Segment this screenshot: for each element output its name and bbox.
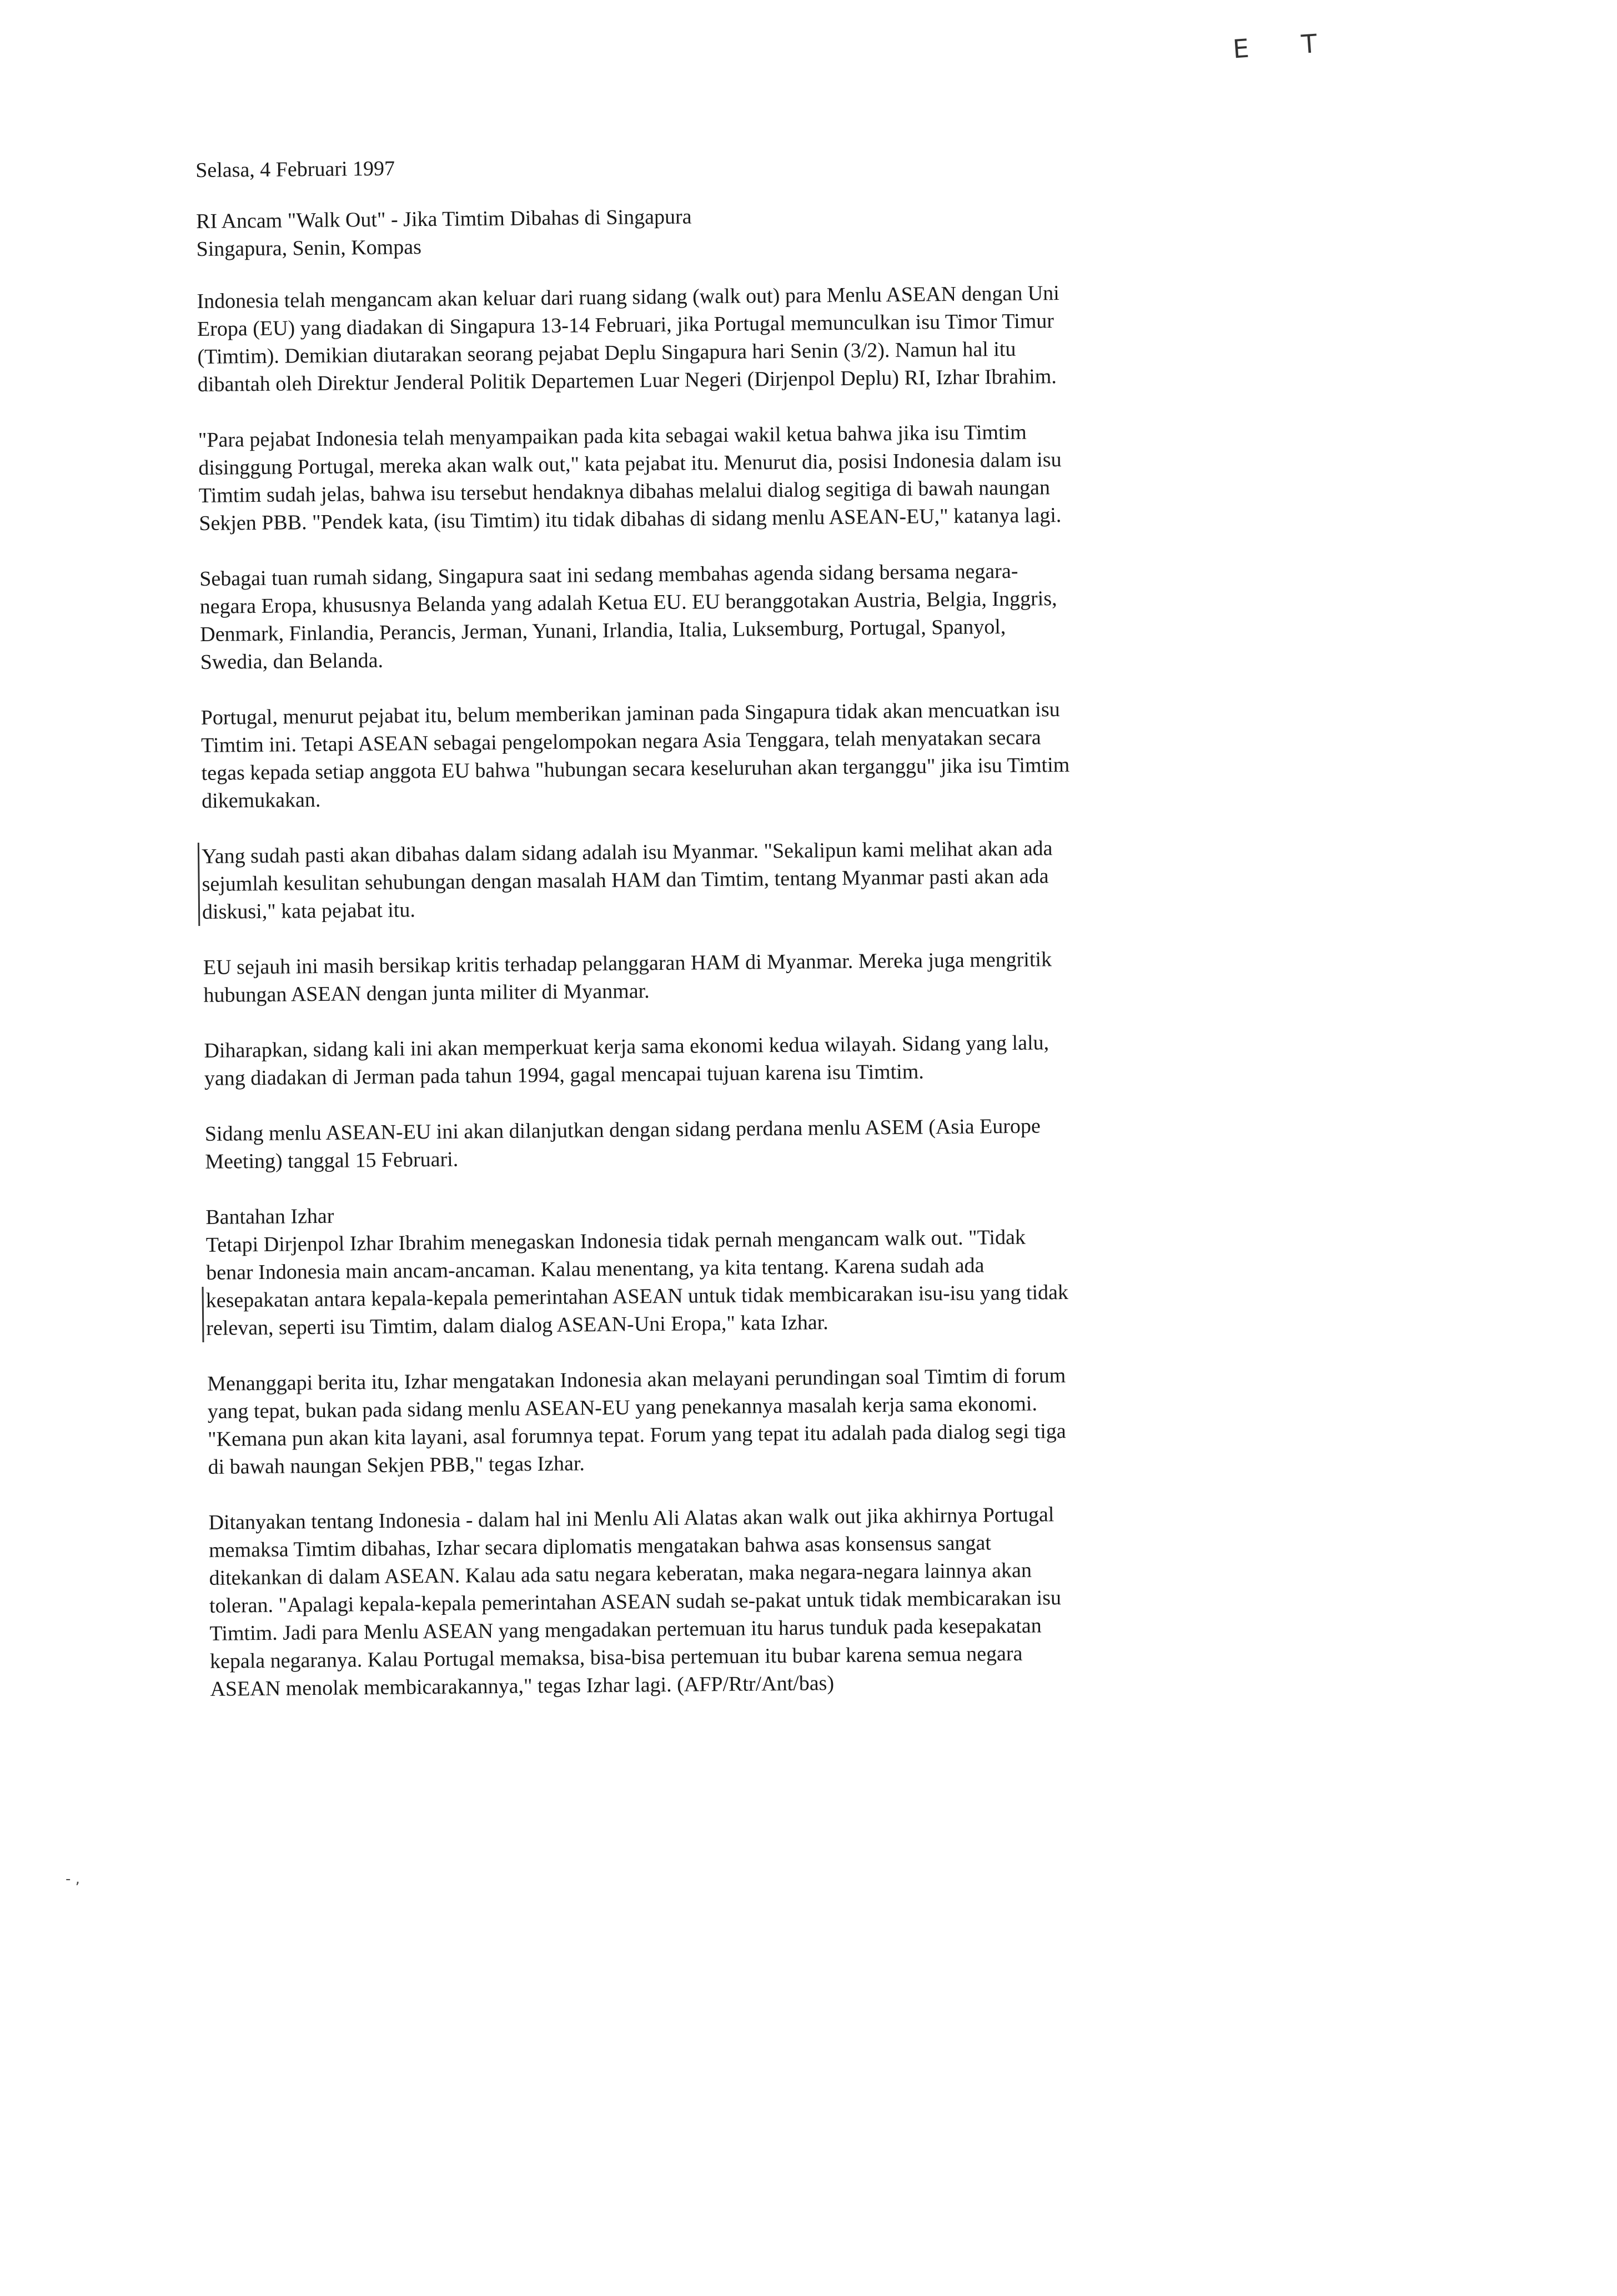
paragraph-line: EU sejauh ini masih bersikap kritis terhadap pelanggaran HAM di Myanmar. Mereka juga mengritik (203, 948, 1052, 979)
paragraph-line: Tetapi Dirjenpol Izhar Ibrahim menegaskan Indonesia tidak pernah mengancam walk out. "Tidak (205, 1225, 1026, 1257)
paragraph-line: ASEAN menolak membicarakannya," tegas Izhar lagi. (AFP/Rtr/Ant/bas) (210, 1671, 835, 1701)
paragraph-11 (208, 1499, 1209, 1703)
handwritten-corner-mark: E T (1232, 27, 1340, 64)
byline: Singapura, Senin, Kompas (196, 235, 422, 261)
paragraph-2 (198, 417, 1199, 537)
paragraph-9 (206, 1222, 1207, 1342)
paragraph-line: dikemukakan. (201, 788, 321, 813)
paragraph-line: Eropa (EU) yang diadakan di Singapura 13-14 Februari, jika Portugal memunculkan isu Timor Timur (197, 309, 1054, 341)
paragraph-line: benar Indonesia main ancam-ancaman. Kalau menentang, ya kita tentang. Karena sudah ada (206, 1253, 985, 1285)
paragraph-line: yang tepat, bukan pada sidang menlu ASEAN-EU yang penekannya masalah kerja sama ekonomi. (207, 1392, 1038, 1423)
paragraph-4 (200, 694, 1201, 815)
dateline: Selasa, 4 Februari 1997 (195, 157, 395, 182)
paragraph-line: Denmark, Finlandia, Perancis, Jerman, Yunani, Irlandia, Italia, Luksemburg, Portugal, Spanyol, (200, 615, 1006, 646)
paragraph-5 (198, 833, 1202, 926)
paragraph-line: hubungan ASEAN dengan junta militer di Myanmar. (203, 979, 650, 1007)
paragraph-line: ditekankan di dalam ASEAN. Kalau ada satu negara keberatan, maka negara-negara lainnya akan (209, 1558, 1032, 1590)
paragraph-line: Indonesia telah mengancam akan keluar dari ruang sidang (walk out) para Menlu ASEAN dengan Uni (197, 281, 1059, 313)
paragraph-line: kepala negaranya. Kalau Portugal memaksa, bisa-bisa pertemuan itu bubar karena semua negara (209, 1642, 1023, 1673)
subheading: Bantahan Izhar (205, 1204, 334, 1229)
paragraph-line: di bawah naungan Sekjen PBB," tegas Izhar. (208, 1452, 585, 1479)
paragraph-line: Ditanyakan tentang Indonesia - dalam hal ini Menlu Ali Alatas akan walk out jika akhirnya Portugal (208, 1503, 1054, 1534)
paragraph-3 (199, 556, 1200, 676)
paragraph-line: disinggung Portugal, mereka akan walk out," kata pejabat itu. Menurut dia, posisi Indonesia dalam isu (198, 448, 1062, 480)
paragraph-line: Swedia, dan Belanda. (200, 648, 384, 674)
paragraph-line: dibantah oleh Direktur Jenderal Politik Departemen Luar Negeri (Dirjenpol Deplu) RI, Izhar Ibrahim. (197, 365, 1057, 396)
paragraph-line: Sekjen PBB. "Pendek kata, (isu Timtim) itu tidak dibahas di sidang menlu ASEAN-EU," katanya lagi. (199, 503, 1062, 535)
paragraph-line: Meeting) tanggal 15 Februari. (205, 1147, 459, 1174)
paragraph-1 (197, 278, 1197, 399)
paragraph-line: diskusi," kata pejabat itu. (202, 898, 416, 924)
paragraph-line: "Kemana pun akan kita layani, asal forumnya tepat. Forum yang tepat itu adalah pada dialog segi tiga (207, 1419, 1066, 1451)
paragraph-line: negara Eropa, khususnya Belanda yang adalah Ketua EU. EU beranggotakan Austria, Belgia, Inggris, (199, 587, 1057, 618)
paragraph-line: Timtim. Jadi para Menlu ASEAN yang mengadakan pertemuan itu harus tunduk pada kesepakatan (209, 1614, 1042, 1645)
paragraph-8 (205, 1111, 1205, 1176)
paragraph-line: Yang sudah pasti akan dibahas dalam sidang adalah isu Myanmar. "Sekalipun kami melihat akan ada (201, 837, 1053, 868)
paragraph-line: memaksa Timtim dibahas, Izhar secara diplomatis mengatakan bahwa asas konsensus sangat (208, 1531, 992, 1562)
paragraph-line: (Timtim). Demikian diutarakan seorang pejabat Deplu Singapura hari Senin (3/2). Namun hal itu (197, 337, 1016, 369)
headline: RI Ancam "Walk Out" - Jika Timtim Dibahas di Singapura (195, 205, 692, 233)
paragraph-line: Diharapkan, sidang kali ini akan memperkuat kerja sama ekonomi kedua wilayah. Sidang yang lalu, (204, 1031, 1049, 1063)
paragraph-line: sejumlah kesulitan sehubungan dengan masalah HAM dan Timtim, tentang Myanmar pasti akan ada (202, 864, 1049, 896)
paragraph-line: Timtim sudah jelas, bahwa isu tersebut hendaknya dibahas melalui dialog segitiga di bawah naungan (198, 476, 1051, 507)
paragraph-6 (203, 944, 1203, 1009)
paragraph-line: kesepakatan antara kepala-kepala pemerintahan ASEAN untuk tidak membicarakan isu-isu yang tidak (202, 1277, 1206, 1315)
paragraph-line: "Para pejabat Indonesia telah menyampaikan pada kita sebagai wakil ketua bahwa jika isu Timtim (198, 420, 1027, 452)
article (195, 147, 1210, 1731)
paragraph-line: tegas kepada setiap anggota EU bahwa "hubungan secara keseluruhan akan terganggu" jika isu Timtim (201, 753, 1070, 785)
paragraph-7 (204, 1028, 1204, 1092)
paragraph-line: Sebagai tuan rumah sidang, Singapura saat ini sedang membahas agenda sidang bersama negara- (199, 559, 1018, 591)
paragraph-line: Portugal, menurut pejabat itu, belum memberikan jaminan pada Singapura tidak akan mencuatkan isu (200, 698, 1060, 729)
stray-scan-mark: - , (66, 1871, 80, 1887)
paragraph-line: Menanggapi berita itu, Izhar mengatakan Indonesia akan melayani perundingan soal Timtim di forum (207, 1364, 1066, 1396)
paragraph-line: Timtim ini. Tetapi ASEAN sebagai pengelompokan negara Asia Tenggara, telah menyatakan secara (200, 726, 1041, 757)
paragraph-line: toleran. "Apalagi kepala-kepala pemerintahan ASEAN sudah se-pakat untuk tidak membicarakan isu (209, 1586, 1062, 1618)
paragraph-line: Sidang menlu ASEAN-EU ini akan dilanjutkan dengan sidang perdana menlu ASEM (Asia Europe (204, 1114, 1041, 1146)
paragraph-line: yang diadakan di Jerman pada tahun 1994, gagal mencapai tujuan karena isu Timtim. (204, 1060, 924, 1090)
paragraph-line: relevan, seperti isu Timtim, dalam dialog ASEAN-Uni Eropa," kata Izhar. (202, 1305, 1206, 1342)
paragraph-10 (207, 1361, 1208, 1481)
